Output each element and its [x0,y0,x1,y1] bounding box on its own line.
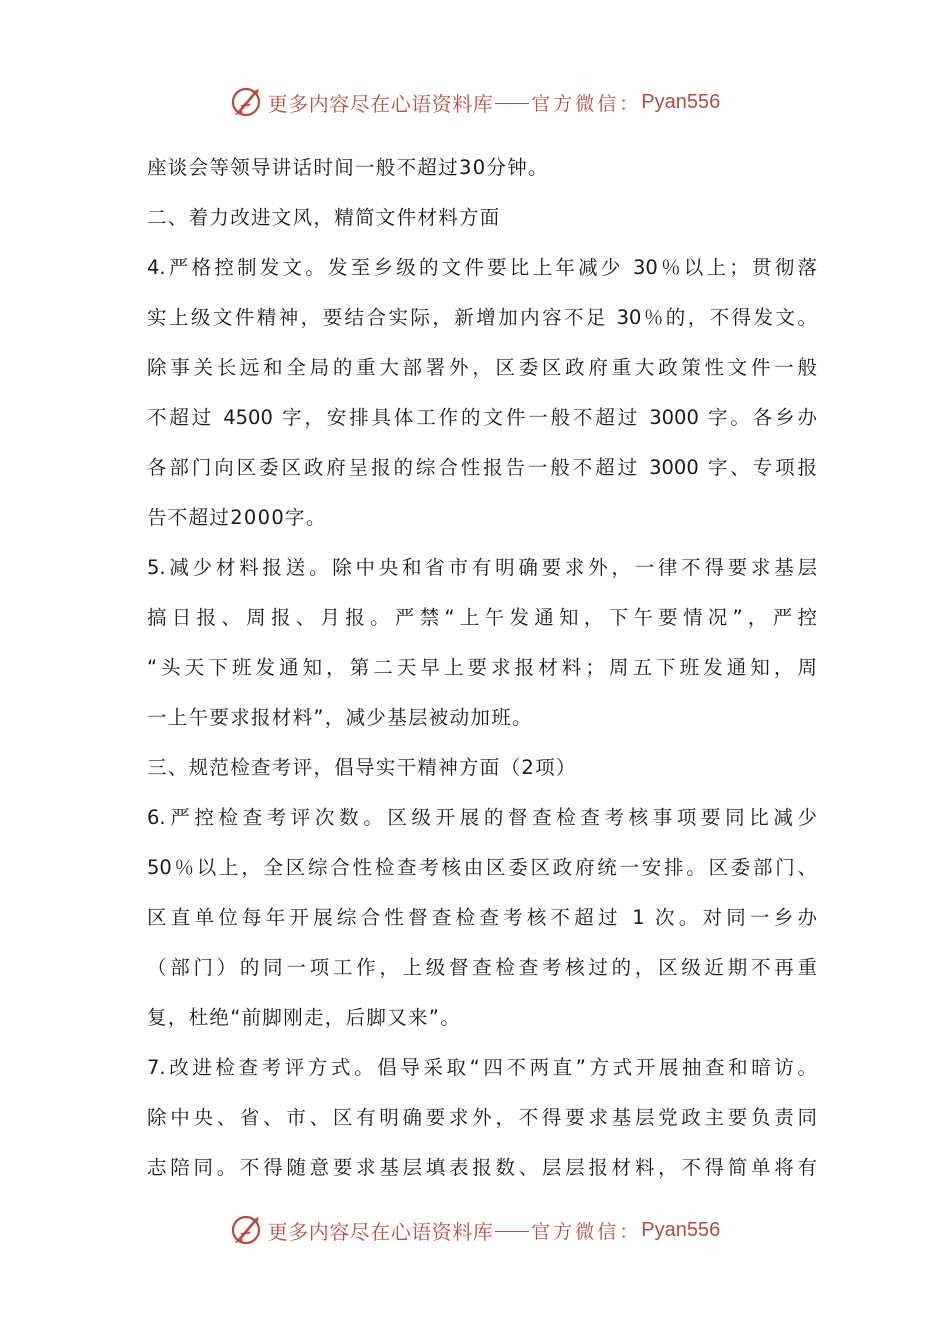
text-line: 实上级文件精神，要结合实际，新增加内容不足 30％的，不得发文。 [147,306,817,329]
text-line: 除中央、省、市、区有明确要求外，不得要求基层党政主要负责同 [147,1106,817,1129]
text-line: 除事关长远和全局的重大部署外，区委区政府重大政策性文件一般 [147,356,817,379]
header-banner [0,82,950,122]
text-line: 志陪同。不得随意要求基层填表报数、层层报材料，不得简单将有 [147,1156,817,1179]
document-body [147,143,817,1193]
text-line: 不超过 4500 字，安排具体工作的文件一般不超过 3000 字。各乡办 [147,406,817,429]
section-heading: 二、着力改进文风，精简文件材料方面 [147,206,501,229]
wechat-id: Pyan556 [641,1218,721,1241]
banner-dash [495,1231,529,1232]
wechat-label: 官方微信： [531,92,642,115]
text-line: 7.改进检查考评方式。倡导采取“四不两直”方式开展抽查和暗访。 [147,1056,817,1079]
wechat-id: Pyan556 [641,90,721,113]
text-line: （部门）的同一项工作，上级督查检查考核过的，区级近期不再重 [147,956,817,979]
pen-logo-icon [230,85,264,119]
text-line: “头天下班发通知，第二天早上要求报材料；周五下班发通知，周 [147,656,817,679]
text-line: 6.严控检查考评次数。区级开展的督查检查考核事项要同比减少 [147,806,817,829]
section-heading: 三、规范检查考评，倡导实干精神方面（2项） [147,756,577,779]
text-line: 座谈会等领导讲话时间一般不超过30分钟。 [147,156,549,179]
text-line: 告不超过2000字。 [147,506,327,529]
text-line: 50％以上，全区综合性检查考核由区委区政府统一安排。区委部门、 [147,856,817,879]
wechat-label: 官方微信： [531,1220,642,1243]
pen-logo-icon [230,1213,264,1247]
text-line: 复，杜绝“前脚刚走，后脚又来”。 [147,1006,462,1029]
banner-dash [495,103,529,104]
library-text: 更多内容尽在心语资料库 [267,1219,494,1244]
footer-banner [0,1210,950,1250]
text-line: 区直单位每年开展综合性督查检查考核不超过 1 次。对同一乡办 [147,906,817,929]
library-text: 更多内容尽在心语资料库 [267,91,494,116]
text-line: 各部门向区委区政府呈报的综合性报告一般不超过 3000 字、专项报 [147,456,817,479]
text-line: 5.减少材料报送。除中央和省市有明确要求外，一律不得要求基层 [147,556,817,579]
text-line: 一上午要求报材料”，减少基层被动加班。 [147,706,533,729]
text-line: 搞日报、周报、月报。严禁“上午发通知，下午要情况”，严控 [147,606,817,629]
text-line: 4.严格控制发文。发至乡级的文件要比上年减少 30％以上；贯彻落 [147,256,817,279]
